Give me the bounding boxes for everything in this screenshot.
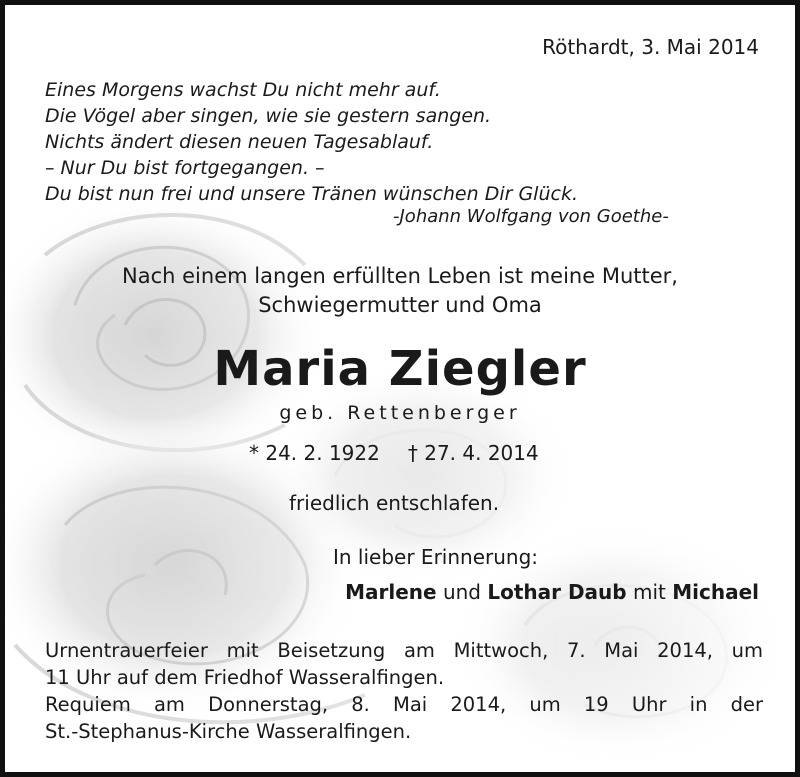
life-dates — [249, 441, 539, 465]
passing-text: friedlich entschlafen. — [289, 491, 500, 515]
funeral-line: 11 Uhr auf dem Friedhof Wasseralfingen. — [45, 666, 445, 689]
mourner-name: Michael — [672, 580, 759, 604]
poem — [45, 77, 578, 207]
poem-line: Nichts ändert diesen neuen Tagesablauf. — [45, 131, 434, 153]
poem-line: Du bist nun frei und unsere Tränen wünschen Dir Glück. — [45, 183, 578, 205]
mourner-name: Marlene — [345, 580, 437, 604]
birth-date: * 24. 2. 1922 — [249, 441, 380, 465]
place-and-date: Röthardt, 3. Mai 2014 — [542, 35, 759, 59]
poem-author: -Johann Wolfgang von Goethe- — [393, 206, 669, 227]
poem-line: Die Vögel aber singen, wie sie gestern sangen. — [45, 105, 492, 127]
death-date: † 27. 4. 2014 — [407, 441, 539, 465]
funeral-line: Urnentrauerfeier mit Beisetzung am Mittwoch, 7. Mai 2014, um — [45, 639, 763, 662]
poem-line: – Nur Du bist fortgegangen. – — [45, 157, 325, 179]
mourner-name: Lothar Daub — [487, 580, 627, 604]
mourner-conjunction: und — [442, 580, 481, 604]
intro-text — [5, 262, 795, 320]
intro-line: Nach einem langen erfüllten Leben ist meine Mutter, — [122, 264, 678, 288]
funeral-line: Requiem am Donnerstag, 8. Mai 2014, um 19 Uhr in der — [45, 693, 763, 716]
deceased-name: Maria Ziegler — [213, 341, 587, 397]
maiden-name: geb. Rettenberger — [279, 402, 521, 424]
funeral-line: St.-Stephanus-Kirche Wasseralfingen. — [45, 720, 412, 743]
poem-line: Eines Morgens wachst Du nicht mehr auf. — [45, 79, 441, 101]
mourner-conjunction: mit — [632, 580, 666, 604]
funeral-details — [45, 637, 763, 745]
intro-line: Schwiegermutter und Oma — [258, 293, 542, 317]
mourners — [345, 580, 759, 604]
memory-label: In lieber Erinnerung: — [333, 545, 539, 569]
